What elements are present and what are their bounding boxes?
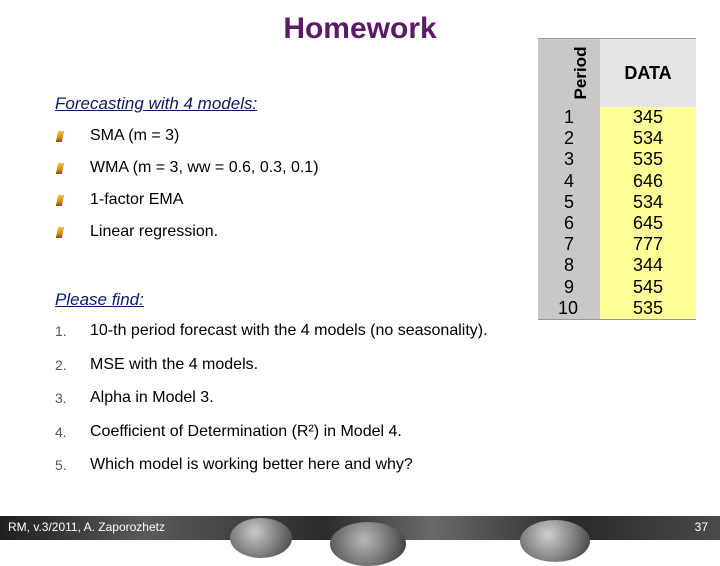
period-cell: 8 xyxy=(564,255,575,276)
footer-credit: RM, v.3/2011, A. Zaporozhetz xyxy=(8,520,165,534)
period-cell: 1 xyxy=(564,107,575,127)
period-cell: 6 xyxy=(564,212,575,233)
list-item xyxy=(55,386,488,420)
list-item-text: Linear regression. xyxy=(90,223,219,240)
forecasting-heading: Forecasting with 4 models: xyxy=(55,94,258,113)
data-cell: 344 xyxy=(632,255,664,276)
item-number: 4. xyxy=(55,423,67,440)
data-cell: 534 xyxy=(632,128,664,149)
data-cell: 345 xyxy=(632,107,664,127)
data-cell: 645 xyxy=(632,212,664,233)
data-table xyxy=(538,38,696,320)
list-item xyxy=(55,319,488,353)
period-cell: 10 xyxy=(558,297,579,318)
period-cell: 4 xyxy=(564,170,575,191)
item-number: 3. xyxy=(55,390,67,407)
list-item-text: SMA (m = 3) xyxy=(90,127,180,144)
period-cell: 2 xyxy=(564,128,575,149)
list-item xyxy=(55,124,319,156)
list-item xyxy=(55,156,319,188)
data-cell: 534 xyxy=(632,191,664,212)
bullet-icon xyxy=(56,163,64,174)
period-cell: 5 xyxy=(564,191,575,212)
list-item xyxy=(55,420,488,454)
slide-title: Homework xyxy=(283,12,437,45)
period-header: Period xyxy=(571,46,590,100)
data-column xyxy=(600,107,696,319)
list-item xyxy=(55,353,488,387)
list-item xyxy=(55,453,488,487)
period-cell: 7 xyxy=(564,234,575,255)
list-item-text: Alpha in Model 3. xyxy=(90,389,214,407)
list-item xyxy=(55,188,319,220)
coin-image xyxy=(330,522,406,566)
footer-bar xyxy=(0,516,720,540)
period-cell: 9 xyxy=(564,276,575,297)
bullet-icon xyxy=(56,227,64,238)
period-cell: 3 xyxy=(564,149,575,170)
item-number: 2. xyxy=(55,356,67,373)
list-item-text: Which model is working better here and why? xyxy=(90,456,413,474)
period-column xyxy=(538,107,600,319)
item-number: 5. xyxy=(55,457,67,474)
list-item-text: 1-factor EMA xyxy=(90,191,184,208)
list-item-text: Coefficient of Determination (R²) in Model 4. xyxy=(90,422,402,440)
item-number: 1. xyxy=(55,323,67,339)
bullet-icon xyxy=(56,195,64,206)
coin-image xyxy=(520,520,590,562)
data-cell: 545 xyxy=(632,276,664,297)
slide-number: 37 xyxy=(694,520,708,534)
data-cell: 777 xyxy=(632,234,664,255)
data-cell: 535 xyxy=(632,297,664,318)
task-list xyxy=(55,319,488,487)
list-item xyxy=(55,220,319,252)
forecasting-list xyxy=(55,124,319,252)
list-item-text: MSE with the 4 models. xyxy=(90,355,259,373)
coin-image xyxy=(230,518,292,558)
data-cell: 646 xyxy=(632,170,664,191)
list-item-text: 10-th period forecast with the 4 models (no seasonality). xyxy=(90,322,488,339)
find-heading: Please find: xyxy=(55,290,144,309)
list-item-text: WMA (m = 3, ww = 0.6, 0.3, 0.1) xyxy=(90,159,319,176)
bullet-icon xyxy=(56,131,64,142)
data-header: DATA xyxy=(600,39,696,107)
period-header-cell xyxy=(538,39,600,107)
data-cell: 535 xyxy=(632,149,664,170)
